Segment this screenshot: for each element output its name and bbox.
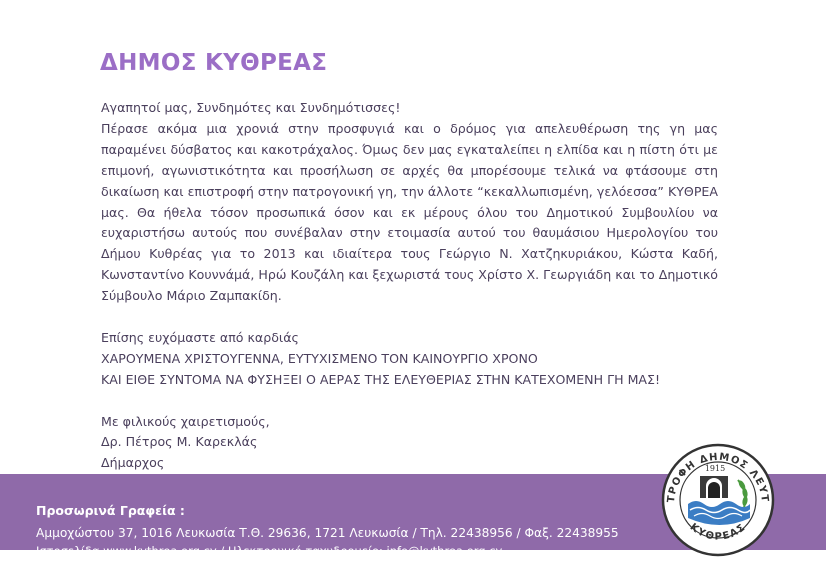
seal-church-icon: [700, 476, 728, 498]
wishes-intro: Επίσης ευχόμαστε από καρδιάς: [101, 329, 299, 345]
footer-contact: Ιστοσελίδα www.kythrea.org.cy / Ηλεκτρονικό ταχυδρομείο: info@kythrea.org.cy: [36, 544, 503, 558]
signatory-name: Δρ. Πέτρος Μ. Καρεκλάς: [101, 434, 258, 450]
page-title: ΔΗΜΟΣ ΚΥΘΡΕΑΣ: [100, 50, 328, 76]
closing: Με φιλικούς χαιρετισμούς,: [101, 413, 270, 429]
seal-bottom-text: ΚΥΘΡΕΑΣ: [687, 521, 749, 543]
wish-line-1: ΧΑΡΟΥΜΕΝΑ ΧΡΙΣΤΟΥΓΕΝΝΑ, ΕΥΤΥΧΙΣΜΕΝΟ ΤΟΝ ΚΑΙΝΟΥΡΓΙΟ ΧΡΟΝΟ: [101, 350, 538, 366]
municipality-seal: [660, 442, 776, 550]
seal-emblem-icon: [660, 442, 776, 558]
seal-ring-text: ΤΡΟΦΗ ΔΗΜΟΣ ΛΕΥΤ: [665, 451, 771, 504]
footer-heading: Προσωρινά Γραφεία :: [36, 503, 185, 518]
letter-body: [101, 98, 718, 474]
salutation: Αγαπητοί μας, Συνδημότες και Συνδημότισσες!: [101, 100, 401, 115]
paragraph-gap: [101, 307, 718, 328]
signatory-role: Δήμαρχος: [101, 455, 165, 471]
seal-year: 1915: [704, 464, 726, 473]
paragraph-gap: [101, 391, 718, 412]
letter-paragraph: Πέρασε ακόμα μια χρονιά στην προσφυγιά και ο δρόμος για απελευθέρωση της γη μας παραμένει δύσβατος και κακοτράχαλος. Όμως δεν μας εγκαταλείπει η ελπίδα και η πίστη ότι με επιμονή, αγωνιστικότητα και προσήλωση σε αρχές θα μπορέσουμε τελικά να φτάσουμε στη δικαίωση και επιστροφή στην πατρογονική γη, την άλλοτε “κεκαλλωπισμένη, γελόεσσα” ΚΥΘΡΕΑ μας. Θα ήθελα τόσον προσωπικά όσον και εκ μέρους όλου του Δημοτικού Συμβουλίου να ευχαριστήσω αυτούς που συνέβαλαν στην ετοιμασία αυτού του θαυμάσιου Ημερολογίου του Δήμου Κυθρέας για το 2013 και ιδιαίτερα τους Γεώργιο Ν. Χατζηκυριάκου, Κώστα Καδή, Κωνσταντίνο Κουννάμά, Ηρώ Κουζάλη και ξεχωριστά τους Χρίστο Χ. Γεωργιάδη και το Δημοτικό Σύμβουλο Μάριο Ζαμπακίδη.: [101, 120, 718, 304]
footer-address: Αμμοχώστου 37, 1016 Λευκωσία Τ.Θ. 29636, 1721 Λευκωσία / Τηλ. 22438956 / Φαξ. 22438955: [36, 526, 619, 540]
wish-line-2: ΚΑΙ ΕΙΘΕ ΣΥΝΤΟΜΑ ΝΑ ΦΥΣΗΞΕΙ Ο ΑΕΡΑΣ ΤΗΣ ΕΛΕΥΘΕΡΙΑΣ ΣΤΗΝ ΚΑΤΕΧΟΜΕΝΗ ΓΗ ΜΑΣ!: [101, 371, 661, 387]
